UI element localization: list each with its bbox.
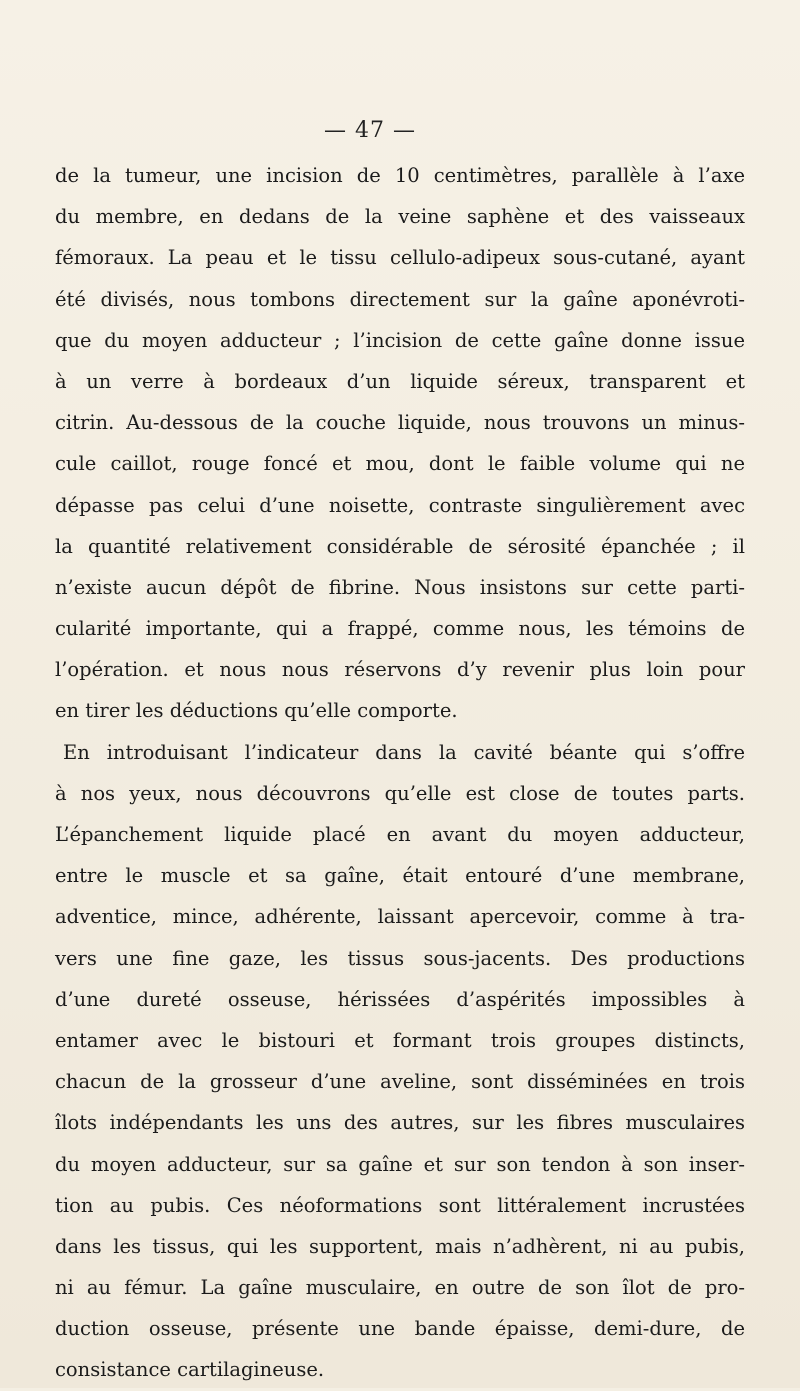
text-line: à un verre à bordeaux d’un liquide séreux, transparent et — [55, 369, 745, 393]
text-line: du moyen adducteur, sur sa gaîne et sur son tendon à son inser- — [55, 1152, 745, 1176]
text-line: été divisés, nous tombons directement sur la gaîne aponévroti- — [55, 287, 745, 311]
text-line: entamer avec le bistouri et formant trois groupes distincts, — [55, 1028, 745, 1052]
text-line: adventice, mince, adhérente, laissant apercevoir, comme à tra- — [55, 905, 745, 929]
text-line: à nos yeux, nous découvrons qu’elle est close de toutes parts. — [55, 781, 745, 805]
text-line: L’épanchement liquide placé en avant du moyen adducteur, — [55, 823, 745, 846]
body-text — [55, 155, 745, 1391]
text-line: vers une fine gaze, les tissus sous-jacents. Des productions — [55, 946, 745, 970]
text-line: En introduisant l’indicateur dans la cavité béante qui s’offre — [63, 740, 745, 764]
text-line: cularité importante, qui a frappé, comme nous, les témoins de — [55, 617, 745, 641]
text-line: que du moyen adducteur ; l’incision de cette gaîne donne issue — [55, 328, 745, 352]
page-number: — 47 — — [324, 118, 416, 143]
text-line: n’existe aucun dépôt de fibrine. Nous insistons sur cette parti- — [55, 575, 745, 599]
text-line: dans les tissus, qui les supportent, mais n’adhèrent, ni au pubis, — [55, 1234, 745, 1258]
text-line: de la tumeur, une incision de 10 centimètres, parallèle à l’axe — [55, 164, 745, 187]
text-line: d’une dureté osseuse, hérissées d’aspérités impossibles à — [55, 987, 745, 1011]
text-line: du membre, en dedans de la veine saphène et des vaisseaux — [55, 205, 745, 229]
text-line: duction osseuse, présente une bande épaisse, demi-dure, de — [55, 1317, 745, 1341]
text-line: tion au pubis. Ces néoformations sont littéralement incrustées — [55, 1193, 745, 1217]
text-line: citrin. Au-dessous de la couche liquide, nous trouvons un minus- — [55, 411, 745, 435]
text-line: en tirer les déductions qu’elle comporte. — [55, 699, 458, 723]
text-line: dépasse pas celui d’une noisette, contraste singulièrement avec — [55, 493, 745, 517]
text-line: fémoraux. La peau et le tissu cellulo-adipeux sous-cutané, ayant — [55, 246, 745, 270]
text-line: cule caillot, rouge foncé et mou, dont le faible volume qui ne — [55, 452, 745, 476]
text-line: îlots indépendants les uns des autres, sur les fibres musculaires — [55, 1111, 745, 1135]
text-line: entre le muscle et sa gaîne, était entouré d’une membrane, — [55, 864, 745, 888]
text-line: l’opération. et nous nous réservons d’y revenir plus loin pour — [55, 658, 745, 682]
text-line: ni au fémur. La gaîne musculaire, en outre de son îlot de pro- — [55, 1276, 745, 1300]
text-line: chacun de la grosseur d’une aveline, sont disséminées en trois — [55, 1070, 745, 1094]
text-line: consistance cartilagineuse. — [55, 1358, 325, 1382]
text-line: la quantité relativement considérable de sérosité épanchée ; il — [55, 534, 745, 558]
